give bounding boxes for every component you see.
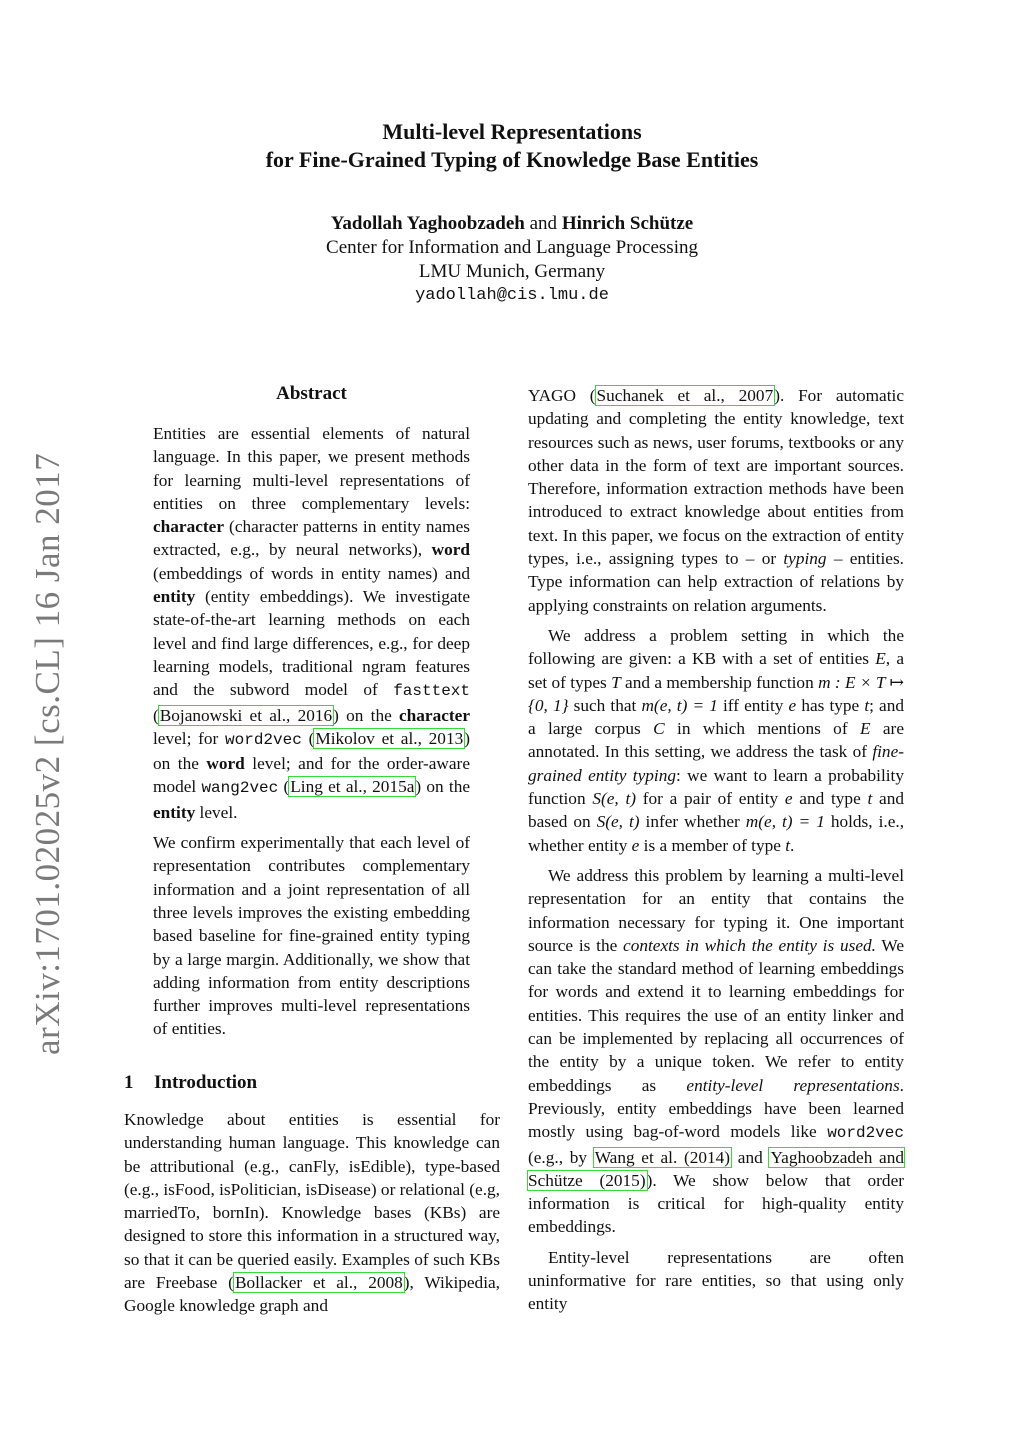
citation-link[interactable]: Bojanowski et al., 2016: [159, 705, 333, 725]
emphasis: contexts in which the entity is used.: [623, 935, 876, 955]
arxiv-identifier: arXiv:1701.02025v2 [cs.CL] 16 Jan 2017: [28, 452, 67, 1055]
citation-link[interactable]: Bollacker et al., 2008: [234, 1273, 403, 1293]
text-run: ; and a large corpus: [528, 695, 904, 739]
text-run: (: [153, 705, 159, 725]
math-symbol: e: [784, 789, 793, 809]
text-run: and based on: [528, 789, 904, 832]
text-run: has type: [796, 695, 865, 715]
text-run: ) on the: [333, 705, 399, 725]
text-run: (: [301, 728, 315, 748]
text-run: : we want to learn a probability function: [528, 765, 904, 809]
math-expression: m : E × T ↦ {0, 1}: [528, 672, 904, 715]
bold-term: word: [431, 540, 470, 560]
text-run: – entities. Type information can help extraction of relations by applying constraints on relation arguments.: [528, 549, 904, 615]
text-run: .: [790, 835, 795, 855]
text-run: ). For automatic updating and completing the entity knowledge, text resources such as news, user forums, textbooks or any other data in the form of text are important sources. Therefore, information extraction methods have been introduced to extract knowledge about entities from text. In this paper, we focus on the extraction of entity types, i.e., assigning types to – or: [528, 386, 904, 569]
text-run: ) on the: [415, 777, 471, 797]
emphasis: fine-grained entity typing: [528, 742, 904, 785]
text-run: Knowledge about entities is essential for understanding human language. This knowledge can be attributional (e.g., canFly, isEdible), type-based (e.g., isFood, isPolitician, isDisease) or relational (e.g, marriedTo, bornIn). Knowledge bases (KBs) are designed to store this information in a structured way, so that it can be queried easily. Examples of such KBs are Freebase (: [124, 1110, 500, 1293]
text-run: and a membership function: [620, 672, 819, 692]
text-run: ). We show below that order information is critical for high-quality entity embeddings.: [528, 1170, 904, 1237]
code-term: word2vec: [225, 730, 302, 749]
bold-term: entity: [153, 587, 196, 607]
bold-term: word: [206, 754, 245, 774]
section-heading-introduction: [124, 1072, 257, 1094]
author-2: Hinrich Schütze: [561, 213, 694, 234]
math-expression: m(e, t) = 1: [745, 812, 825, 832]
right-paragraph-4: Entity-level representations are often uninformative for rare entities, so that using only entity: [528, 1247, 904, 1314]
code-term: word2vec: [827, 1124, 904, 1143]
math-expression: S(e, t): [596, 812, 640, 832]
math-expression: S(e, t): [592, 789, 637, 809]
section-title: Introduction: [154, 1072, 258, 1093]
author-1: Yadollah Yaghoobzadeh: [330, 213, 525, 234]
text-run: for a pair of entity: [636, 789, 785, 809]
text-run: ), Wikipedia, Google knowledge graph and: [124, 1273, 500, 1316]
abstract-paragraph-1: [153, 422, 470, 824]
text-run: level.: [195, 802, 238, 822]
text-run: and type: [792, 789, 868, 809]
text-run: Entities are essential elements of natural language. In this paper, we present methods for learning multi-level representations of entities on three complementary levels:: [153, 424, 470, 513]
text-run: is a member of type: [639, 835, 786, 855]
paper-title: [0, 118, 1024, 174]
right-paragraph-3: [528, 864, 904, 1239]
text-run: and: [731, 1147, 770, 1167]
code-term: wang2vec: [201, 779, 279, 798]
math-symbol: T: [611, 672, 621, 692]
citation-link[interactable]: Suchanek et al., 2007: [596, 386, 774, 405]
text-run: , a set of types: [528, 649, 904, 692]
author-block: [0, 212, 1024, 308]
math-expression: m(e, t) = 1: [641, 695, 718, 715]
text-run: ) on the: [153, 728, 470, 774]
abstract-paragraph-2: We confirm experimentally that each level of representation contributes complementary information and a joint representation of all three levels improves the existing embedding based baseline for fine-grained entity typing by a large margin. Additionally, we show that adding information from entity descriptions further improves multi-level representations of entities.: [153, 833, 470, 1039]
text-run: We address a problem setting in which the following are given: a KB with a set of entities: [528, 625, 904, 669]
text-run: level; for: [153, 728, 226, 748]
abstract-body: [153, 422, 470, 1048]
author-email[interactable]: yadollah@cis.lmu.de: [415, 286, 609, 305]
abstract-heading: Abstract: [276, 383, 347, 404]
text-run: We can take the standard method of learning embeddings for words and extend it to learning embeddings for entities. This requires the use of an entity linker and can be implemented by replacing all occurrences of the entity by a unique token. We refer to entity embeddings as: [528, 935, 904, 1095]
author-location: LMU Munich, Germany: [418, 261, 606, 282]
introduction-body-left: [124, 1108, 500, 1325]
title-line-1: Multi-level Representations: [382, 119, 642, 144]
citation-link[interactable]: Yaghoobzadeh and Schütze (2015): [528, 1147, 905, 1190]
emphasis: entity-level representations: [686, 1075, 900, 1095]
math-symbol: E: [875, 649, 886, 669]
text-run: (character patterns in entity names extracted, e.g., by neural networks),: [153, 517, 470, 560]
math-symbol: t: [867, 789, 873, 809]
text-run: (: [278, 777, 290, 797]
bold-term: entity: [153, 802, 196, 822]
intro-paragraph-1: [124, 1108, 500, 1318]
author-names: [0, 212, 1024, 236]
math-symbol: E: [859, 719, 871, 739]
right-paragraph-2: [528, 624, 904, 857]
math-symbol: C: [653, 719, 665, 739]
code-term: fasttext: [393, 682, 470, 701]
right-paragraph-1: [528, 384, 904, 617]
text-run: We address this problem by learning a multi-level representation for an entity that contains the information necessary for typing it. One important source is the: [528, 865, 904, 955]
text-run: level; and for the order-aware model: [153, 754, 470, 797]
math-symbol: t: [785, 835, 791, 855]
text-run: YAGO (: [528, 386, 596, 405]
text-run: holds, i.e., whether entity: [528, 812, 905, 855]
emphasis: typing: [783, 549, 827, 569]
text-run: iff entity: [717, 695, 789, 715]
bold-term: character: [399, 705, 470, 725]
text-run: (entity embeddings). We investigate state-of-the-art learning methods on each level and find large differences, e.g., for deep learning models, traditional ngram features and the subword model of: [153, 587, 470, 700]
citation-link[interactable]: Wang et al. (2014): [594, 1147, 731, 1167]
bold-term: character: [153, 517, 224, 537]
introduction-body-right: [528, 384, 904, 1323]
text-run: (e.g., by: [528, 1147, 594, 1167]
text-run: such that: [568, 695, 642, 715]
text-run: . Previously, entity embeddings have been learned mostly using bag-of-word models like: [528, 1075, 904, 1142]
title-line-2: for Fine-Grained Typing of Knowledge Base Entities: [265, 147, 759, 172]
text-run: in which mentions of: [664, 719, 860, 739]
math-symbol: t: [864, 695, 870, 715]
math-symbol: e: [631, 835, 640, 855]
author-affiliation: Center for Information and Language Processing: [326, 237, 698, 258]
section-number: 1: [124, 1072, 134, 1093]
text-run: (embeddings of words in entity names) and: [153, 563, 470, 583]
citation-link[interactable]: Mikolov et al., 2013: [315, 728, 464, 748]
citation-link[interactable]: Ling et al., 2015a: [290, 777, 415, 797]
math-symbol: e: [788, 695, 797, 715]
author-conjunction: and: [529, 213, 558, 234]
text-run: are annotated. In this setting, we address the task of: [528, 719, 904, 762]
text-run: infer whether: [639, 812, 746, 832]
